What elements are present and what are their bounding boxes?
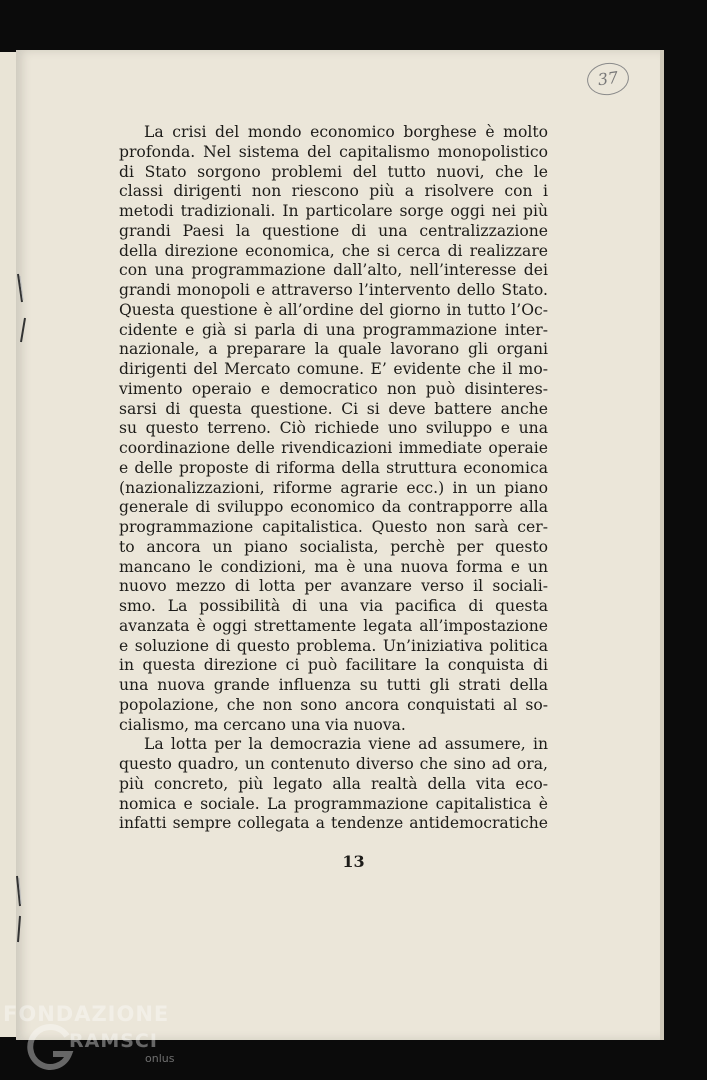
page-edge-shadow	[660, 50, 664, 1040]
text-line: e delle proposte di riforma della struttura economica	[119, 458, 548, 477]
text-line: vimento operaio e democratico non può disinteres-	[119, 379, 548, 398]
text-line: profonda. Nel sistema del capitalismo monopolistico	[119, 142, 548, 161]
text-line: generale di sviluppo economico da contrapporre alla	[119, 498, 548, 517]
text-line: La crisi del mondo economico borghese è molto	[144, 123, 548, 141]
text-line: più concreto, più legato alla realtà della vita eco-	[119, 774, 548, 793]
text-line: La lotta per la democrazia viene ad assumere, in	[144, 735, 548, 754]
text-line: su questo terreno. Ciò richiede uno sviluppo e una	[119, 419, 548, 438]
text-line: cialismo, ma cercano una via nuova.	[119, 715, 406, 734]
text-line: di Stato sorgono problemi del tutto nuovi, che le	[119, 162, 548, 181]
archive-watermark	[3, 1002, 203, 1077]
text-line: sarsi di questa questione. Ci si deve battere anche	[119, 399, 548, 418]
watermark-line-2: RAMSCI	[69, 1030, 158, 1052]
text-line: in questa direzione ci può facilitare la conquista di	[119, 656, 548, 675]
page-number: 13	[342, 852, 365, 871]
text-line: grandi monopoli e attraverso l’intervento dello Stato.	[119, 281, 548, 299]
text-line: avanzata è oggi strettamente legata all’impostazione	[119, 616, 548, 635]
staple-top-icon	[14, 272, 30, 344]
text-line: popolazione, che non sono ancora conquistati al so-	[119, 695, 548, 714]
text-line: metodi tradizionali. In particolare sorge oggi nei più	[119, 202, 548, 220]
text-line: e soluzione di questo problema. Un’iniziativa politica	[119, 636, 548, 655]
text-line: della direzione economica, che si cerca di realizzare	[119, 241, 548, 260]
text-line: questo quadro, un contenuto diverso che sino ad ora,	[119, 755, 548, 773]
watermark-subtitle: onlus	[145, 1052, 175, 1065]
text-line: Questa questione è all’ordine del giorno in tutto l’Oc-	[119, 300, 548, 319]
text-line: nuovo mezzo di lotta per avanzare verso il sociali-	[119, 577, 548, 596]
text-line: nazionale, a preparare la quale lavorano gli organi	[119, 340, 548, 359]
gramsci-g-logo-icon	[27, 1022, 75, 1074]
text-line: una nuova grande influenza su tutti gli strati della	[119, 676, 548, 694]
text-line: mancano le condizioni, ma è una nuova forma e un	[119, 557, 548, 576]
text-line: classi dirigenti non riescono più a risolvere con i	[119, 182, 548, 201]
text-line: programmazione capitalistica. Questo non sarà cer-	[119, 518, 548, 536]
watermark-line-1: FONDAZIONE	[3, 1002, 170, 1026]
text-line: dirigenti del Mercato comune. E’ evidente che il mo-	[119, 360, 548, 378]
text-line: smo. La possibilità di una via pacifica di questa	[119, 597, 548, 615]
text-line: cidente e già si parla di una programmazione inter-	[119, 320, 548, 339]
text-line: grandi Paesi la questione di una centralizzazione	[119, 221, 548, 240]
text-line: nomica e sociale. La programmazione capitalistica è	[119, 794, 548, 813]
archive-folio-mark: 37	[585, 60, 631, 98]
body-text	[119, 123, 548, 834]
text-line: infatti sempre collegata a tendenze antidemocratiche	[119, 814, 548, 833]
text-line: (nazionalizzazioni, riforme agrarie ecc.) in un piano	[119, 478, 548, 497]
text-line: coordinazione delle rivendicazioni immediate operaie	[119, 439, 548, 457]
text-line: con una programmazione dall’alto, nell’interesse dei	[119, 261, 548, 280]
text-line: to ancora un piano socialista, perchè per questo	[119, 537, 548, 556]
staple-bottom-icon	[12, 872, 28, 944]
